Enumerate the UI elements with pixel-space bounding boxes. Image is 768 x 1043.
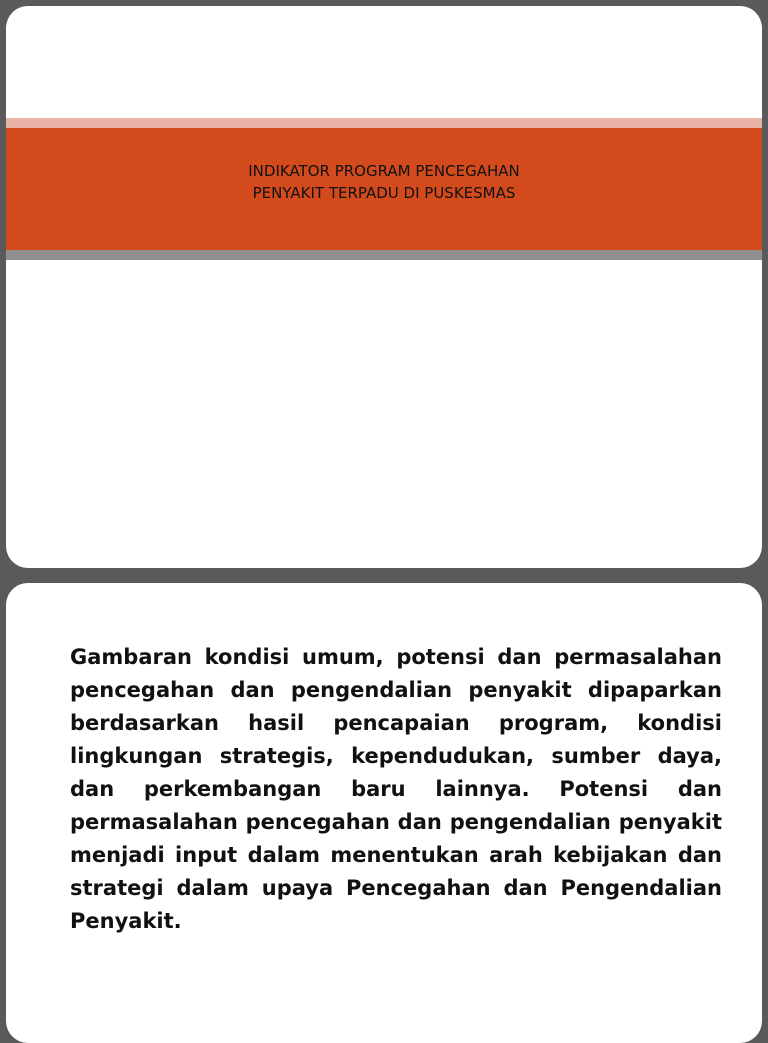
title-band-shadow bbox=[6, 250, 762, 260]
title-band-highlight bbox=[6, 118, 762, 128]
title-line-2: PENYAKIT TERPADU DI PUSKESMAS bbox=[252, 184, 516, 202]
slide-content bbox=[6, 583, 762, 1043]
slide-title bbox=[6, 6, 762, 568]
title-line-1: INDIKATOR PROGRAM PENCEGAHAN bbox=[248, 162, 520, 180]
body-paragraph: Gambaran kondisi umum, potensi dan permasalahan pencegahan dan pengendalian penyakit dipaparkan berdasarkan hasil pencapaian program, kondisi lingkungan strategis, kependudukan, sumber daya, dan perkembangan baru lainnya. Potensi dan permasalahan pencegahan dan pengendalian penyakit menjadi input dalam menentukan arah kebijakan dan strategi dalam upaya Pencegahan dan Pengendalian Penyakit. bbox=[70, 645, 722, 933]
slide-title-text bbox=[6, 160, 762, 204]
